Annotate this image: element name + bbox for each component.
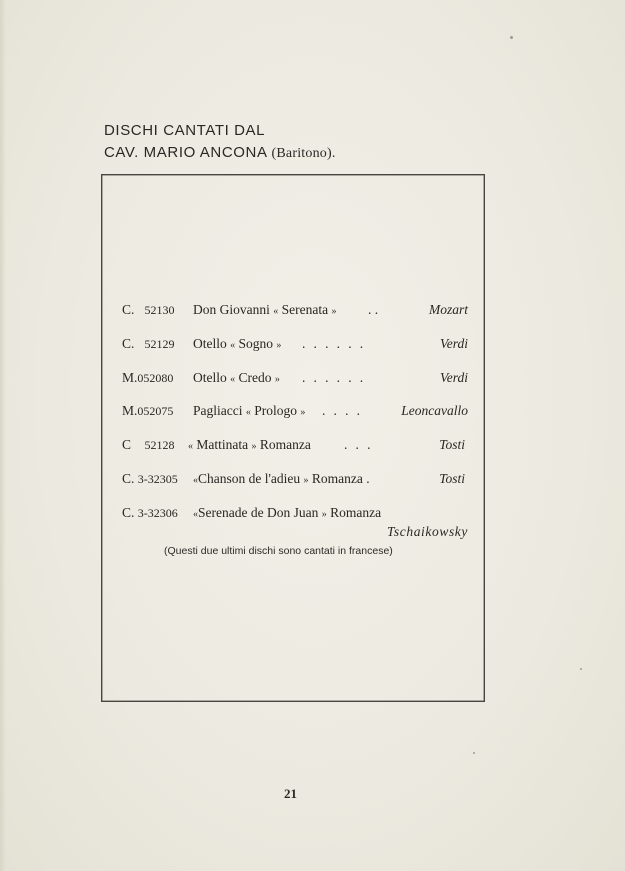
- catalog-id: M.052075: [122, 403, 174, 418]
- voice-type: (Baritono).: [271, 146, 336, 161]
- paper-speck: [473, 752, 475, 754]
- composer: Tschaikowsky: [387, 524, 468, 539]
- record-row: [122, 336, 468, 356]
- leader-dots: . . . . . .: [302, 336, 366, 351]
- record-title: Pagliacci « Prologo »: [193, 403, 306, 418]
- record-row: [122, 403, 468, 423]
- catalog-id: C. 3-32305: [122, 471, 178, 486]
- catalog-id: C. 52129: [122, 336, 175, 351]
- record-title: Otello « Sogno »: [193, 336, 282, 351]
- record-title: Otello « Credo »: [193, 370, 280, 385]
- composer: Leoncavallo: [401, 403, 468, 418]
- composer: Tosti: [439, 437, 465, 452]
- leader-dots: . . .: [344, 437, 373, 452]
- composer: Mozart: [428, 302, 468, 317]
- leader-dots: .: [366, 471, 370, 486]
- record-row-continuation: [122, 524, 468, 544]
- record-title: «Chanson de l'adieu » Romanza .: [193, 471, 370, 486]
- paper-speck: [580, 668, 582, 670]
- paper-speck: [510, 36, 513, 39]
- record-title: « Mattinata » Romanza: [188, 437, 311, 452]
- catalog-id: M.052080: [122, 370, 174, 385]
- header-line-1: DISCHI CANTATI DAL: [104, 122, 266, 139]
- catalog-id: C 52128: [122, 437, 175, 452]
- footnote: (Questi due ultimi dischi sono cantati in francese): [164, 545, 393, 557]
- leader-dots: . .: [368, 302, 379, 317]
- composer: Verdi: [440, 336, 468, 351]
- record-title: Don Giovanni « Serenata »: [193, 302, 337, 317]
- leader-dots: . . . . . .: [302, 370, 366, 385]
- record-title: «Serenade de Don Juan » Romanza: [193, 505, 382, 520]
- page-number: 21: [284, 786, 297, 801]
- header-line-2: [104, 142, 336, 165]
- singer-name: CAV. MARIO ANCONA: [104, 144, 267, 161]
- page-edge-shadow: [0, 0, 6, 871]
- record-row: [122, 471, 468, 491]
- record-row: [122, 437, 468, 457]
- leader-dots: . . . .: [322, 403, 363, 418]
- record-row: [122, 370, 468, 390]
- catalog-id: C. 3-32306: [122, 505, 178, 520]
- composer: Verdi: [440, 370, 468, 385]
- record-row: [122, 302, 468, 322]
- record-row: [122, 505, 468, 525]
- catalog-id: C. 52130: [122, 302, 175, 317]
- composer: Tosti: [439, 471, 465, 486]
- page-header: [104, 120, 336, 165]
